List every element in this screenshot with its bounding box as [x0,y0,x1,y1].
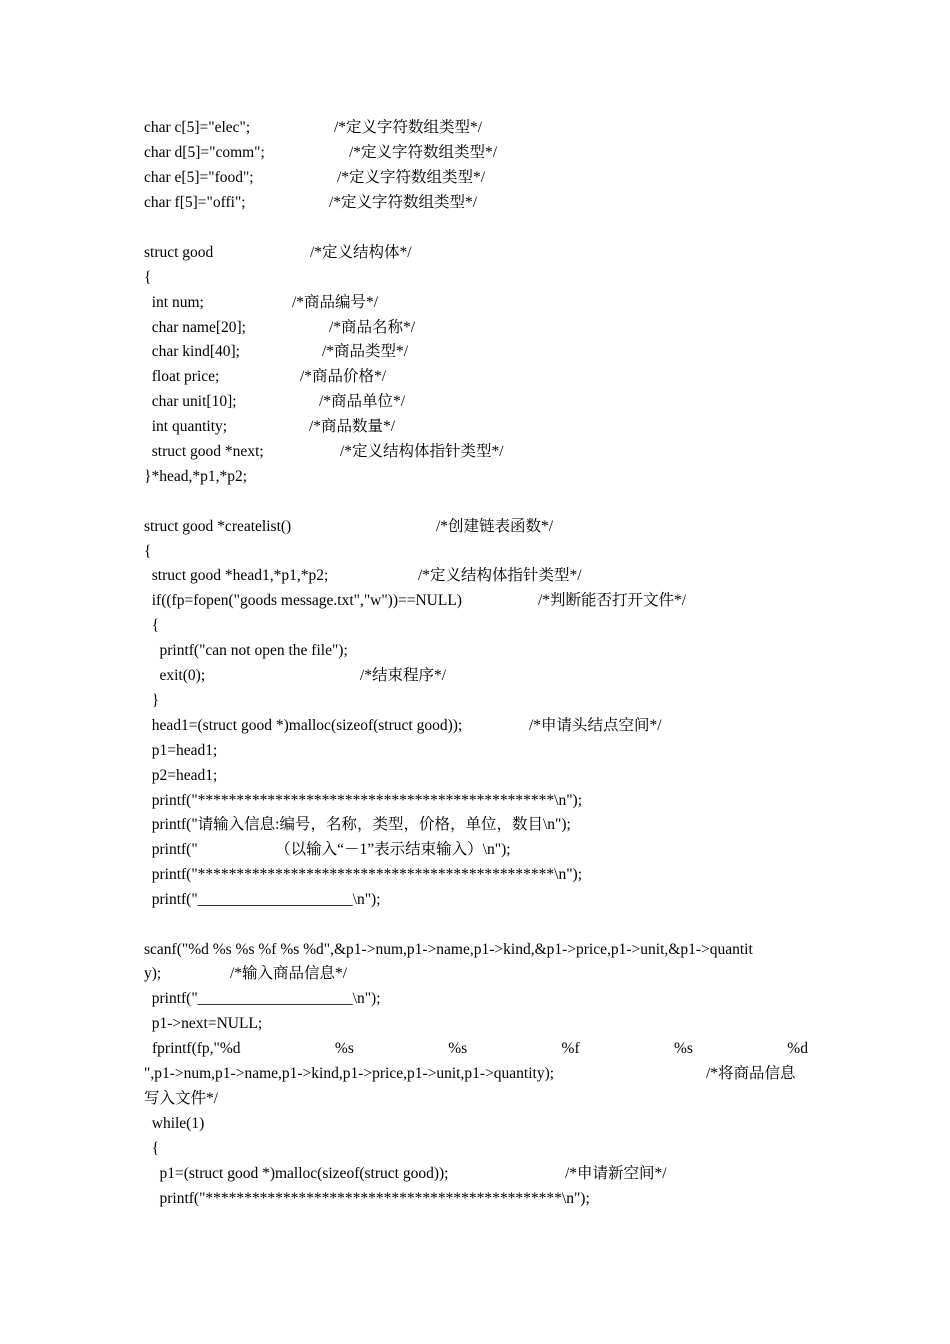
code-comment: /*商品名称*/ [329,319,416,336]
code-line: printf("**********************************************\n"); [144,1190,590,1207]
code-comment: /*结束程序*/ [360,667,447,684]
code-line: { [144,543,152,560]
fprintf-part: %f [561,1040,580,1057]
code-line: { [144,1140,160,1157]
code-line: char unit[10]; [144,393,237,410]
code-line: p2=head1; [144,767,218,784]
code-line: struct good *head1,*p1,*p2; [144,567,329,584]
code-comment: /*商品编号*/ [292,294,379,311]
code-line: struct good [144,244,214,261]
code-comment: /*定义结构体指针类型*/ [418,567,582,584]
code-line: struct good *createlist() [144,518,292,535]
code-comment: /*创建链表函数*/ [436,518,554,535]
code-line: p1->next=NULL; [144,1015,263,1032]
code-line: char c[5]="elec"; [144,119,251,136]
code-comment: /*定义结构体*/ [310,244,412,261]
code-comment: /*申请新空间*/ [565,1165,667,1182]
code-line: printf("**********************************************\n"); [144,866,583,883]
code-comment: /*判断能否打开文件*/ [538,592,687,609]
code-line: p1=(struct good *)malloc(sizeof(struct good)); [144,1165,449,1182]
code-line-scanf-cont: y); [144,965,162,982]
code-line-fprintf-cont: ",p1->num,p1->name,p1->kind,p1->price,p1->unit,p1->quantity); [144,1065,555,1082]
code-comment: 写入文件*/ [144,1090,219,1107]
code-line: char f[5]="offi"; [144,194,246,211]
code-line: if((fp=fopen("goods message.txt","w"))==NULL) [144,592,462,609]
code-line: printf("请输入信息:编号，名称，类型，价格，单位，数目\n"); [144,816,571,833]
code-comment: /*将商品信息 [706,1065,796,1082]
code-line: } [144,692,160,709]
code-line: while(1) [144,1115,205,1132]
code-comment: /*输入商品信息*/ [230,965,348,982]
code-line: printf(" （以输入“－1”表示结束输入）\n"); [144,841,511,858]
code-line-scanf: scanf("%d %s %s %f %s %d",&p1->num,p1->name,p1->kind,&p1->price,p1->unit,&p1->quantit [144,941,753,958]
fprintf-part: %d [787,1040,808,1057]
code-line: char name[20]; [144,319,246,336]
code-line: int num; [144,294,204,311]
fprintf-part: %s [448,1040,468,1057]
code-comment: /*定义结构体指针类型*/ [340,443,504,460]
code-comment: /*定义字符数组类型*/ [334,119,483,136]
code-line: p1=head1; [144,742,218,759]
code-comment: /*商品价格*/ [300,368,387,385]
code-line: { [144,269,152,286]
code-line: printf("____________________\n"); [144,891,381,908]
code-comment: /*定义字符数组类型*/ [349,144,498,161]
code-comment: /*商品数量*/ [309,418,396,435]
fprintf-part: %s [334,1040,354,1057]
code-line: char d[5]="comm"; [144,144,265,161]
code-comment: /*申请头结点空间*/ [529,717,662,734]
code-line: float price; [144,368,220,385]
code-comment: /*商品类型*/ [322,343,409,360]
code-line: exit(0); [144,667,206,684]
code-line: head1=(struct good *)malloc(sizeof(struct good)); [144,717,463,734]
code-line: }*head,*p1,*p2; [144,468,248,485]
code-line: printf("**********************************************\n"); [144,792,583,809]
code-line: { [144,617,160,634]
code-line: printf("can not open the file"); [144,642,348,659]
code-line: printf("____________________\n"); [144,990,381,1007]
code-line-fprintf [152,1039,808,1059]
fprintf-part: fprintf(fp,"%d [152,1040,241,1057]
code-comment: /*商品单位*/ [319,393,406,410]
code-comment: /*定义字符数组类型*/ [337,169,486,186]
code-line: struct good *next; [144,443,264,460]
code-line: char kind[40]; [144,343,240,360]
fprintf-part: %s [673,1040,693,1057]
code-line: int quantity; [144,418,228,435]
code-comment: /*定义字符数组类型*/ [329,194,478,211]
code-line: char e[5]="food"; [144,169,254,186]
